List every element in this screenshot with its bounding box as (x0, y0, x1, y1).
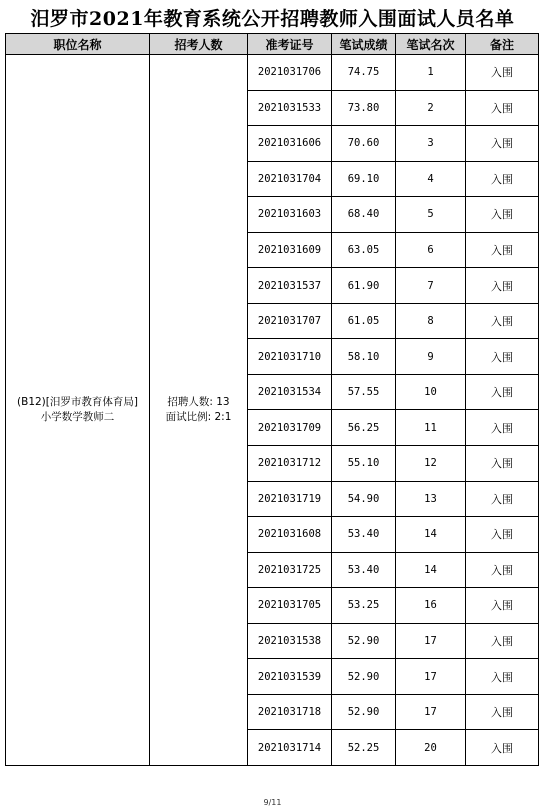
remark-cell: 入围 (466, 374, 539, 410)
ticket-number-cell: 2021031603 (248, 197, 332, 233)
header-rank: 笔试名次 (396, 34, 466, 55)
score-cell: 56.25 (332, 410, 396, 446)
ticket-number-cell: 2021031606 (248, 126, 332, 162)
remark-cell: 入围 (466, 126, 539, 162)
remark-cell: 入围 (466, 659, 539, 695)
page-title: 汨罗市2021年教育系统公开招聘教师入围面试人员名单 (30, 8, 515, 30)
score-cell: 52.90 (332, 694, 396, 730)
rank-cell: 14 (396, 517, 466, 553)
remark-cell: 入围 (466, 552, 539, 588)
table-body (6, 55, 539, 766)
score-cell: 69.10 (332, 161, 396, 197)
score-cell: 55.10 (332, 446, 396, 482)
position-name-line1: (B12)[汨罗市教育体育局] (17, 395, 138, 408)
ticket-number-cell: 2021031537 (248, 268, 332, 304)
score-cell: 52.90 (332, 623, 396, 659)
rank-cell: 2 (396, 90, 466, 126)
ticket-number-cell: 2021031608 (248, 517, 332, 553)
remark-cell: 入围 (466, 197, 539, 233)
remark-cell: 入围 (466, 410, 539, 446)
ticket-number-cell: 2021031712 (248, 446, 332, 482)
ticket-number-cell: 2021031719 (248, 481, 332, 517)
score-cell: 73.80 (332, 90, 396, 126)
rank-cell: 12 (396, 446, 466, 482)
ticket-number-cell: 2021031704 (248, 161, 332, 197)
score-cell: 70.60 (332, 126, 396, 162)
ticket-number-cell: 2021031539 (248, 659, 332, 695)
remark-cell: 入围 (466, 623, 539, 659)
score-cell: 61.90 (332, 268, 396, 304)
score-cell: 63.05 (332, 232, 396, 268)
score-cell: 61.05 (332, 303, 396, 339)
ticket-number-cell: 2021031609 (248, 232, 332, 268)
position-name-cell (6, 55, 150, 766)
score-cell: 54.90 (332, 481, 396, 517)
position-name-line2: 小学数学教师二 (40, 410, 115, 423)
remark-cell: 入围 (466, 90, 539, 126)
rank-cell: 7 (396, 268, 466, 304)
table-row (6, 55, 539, 91)
rank-cell: 4 (396, 161, 466, 197)
remark-cell: 入围 (466, 588, 539, 624)
header-recruit-count: 招考人数 (150, 34, 248, 55)
remark-cell: 入围 (466, 339, 539, 375)
ticket-number-cell: 2021031534 (248, 374, 332, 410)
table-header-row (6, 34, 539, 55)
remark-cell: 入围 (466, 694, 539, 730)
ticket-number-cell: 2021031538 (248, 623, 332, 659)
rank-cell: 14 (396, 552, 466, 588)
rank-cell: 17 (396, 623, 466, 659)
rank-cell: 5 (396, 197, 466, 233)
remark-cell: 入围 (466, 446, 539, 482)
remark-cell: 入围 (466, 517, 539, 553)
remark-cell: 入围 (466, 303, 539, 339)
recruit-info-cell (150, 55, 248, 766)
ticket-number-cell: 2021031725 (248, 552, 332, 588)
rank-cell: 16 (396, 588, 466, 624)
ticket-number-cell: 2021031710 (248, 339, 332, 375)
score-cell: 74.75 (332, 55, 396, 91)
ticket-number-cell: 2021031718 (248, 694, 332, 730)
recruit-count-text: 招聘人数: 13 (167, 395, 230, 408)
ticket-number-cell: 2021031705 (248, 588, 332, 624)
header-ticket: 准考证号 (248, 34, 332, 55)
rank-cell: 20 (396, 730, 466, 766)
rank-cell: 17 (396, 694, 466, 730)
score-cell: 52.25 (332, 730, 396, 766)
ticket-number-cell: 2021031707 (248, 303, 332, 339)
rank-cell: 1 (396, 55, 466, 91)
score-cell: 68.40 (332, 197, 396, 233)
score-cell: 53.40 (332, 517, 396, 553)
rank-cell: 13 (396, 481, 466, 517)
remark-cell: 入围 (466, 481, 539, 517)
interview-ratio-text: 面试比例: 2:1 (165, 410, 232, 423)
remark-cell: 入围 (466, 268, 539, 304)
remark-cell: 入围 (466, 161, 539, 197)
score-cell: 57.55 (332, 374, 396, 410)
page-indicator: 9/11 (263, 798, 282, 807)
header-position: 职位名称 (6, 34, 150, 55)
ticket-number-cell: 2021031533 (248, 90, 332, 126)
rank-cell: 3 (396, 126, 466, 162)
ticket-number-cell: 2021031714 (248, 730, 332, 766)
header-remark: 备注 (466, 34, 539, 55)
remark-cell: 入围 (466, 730, 539, 766)
ticket-number-cell: 2021031709 (248, 410, 332, 446)
remark-cell: 入围 (466, 232, 539, 268)
rank-cell: 8 (396, 303, 466, 339)
score-cell: 58.10 (332, 339, 396, 375)
remark-cell: 入围 (466, 55, 539, 91)
rank-cell: 9 (396, 339, 466, 375)
candidate-table (5, 33, 539, 766)
score-cell: 53.40 (332, 552, 396, 588)
rank-cell: 11 (396, 410, 466, 446)
score-cell: 53.25 (332, 588, 396, 624)
score-cell: 52.90 (332, 659, 396, 695)
rank-cell: 17 (396, 659, 466, 695)
rank-cell: 10 (396, 374, 466, 410)
rank-cell: 6 (396, 232, 466, 268)
header-score: 笔试成绩 (332, 34, 396, 55)
ticket-number-cell: 2021031706 (248, 55, 332, 91)
